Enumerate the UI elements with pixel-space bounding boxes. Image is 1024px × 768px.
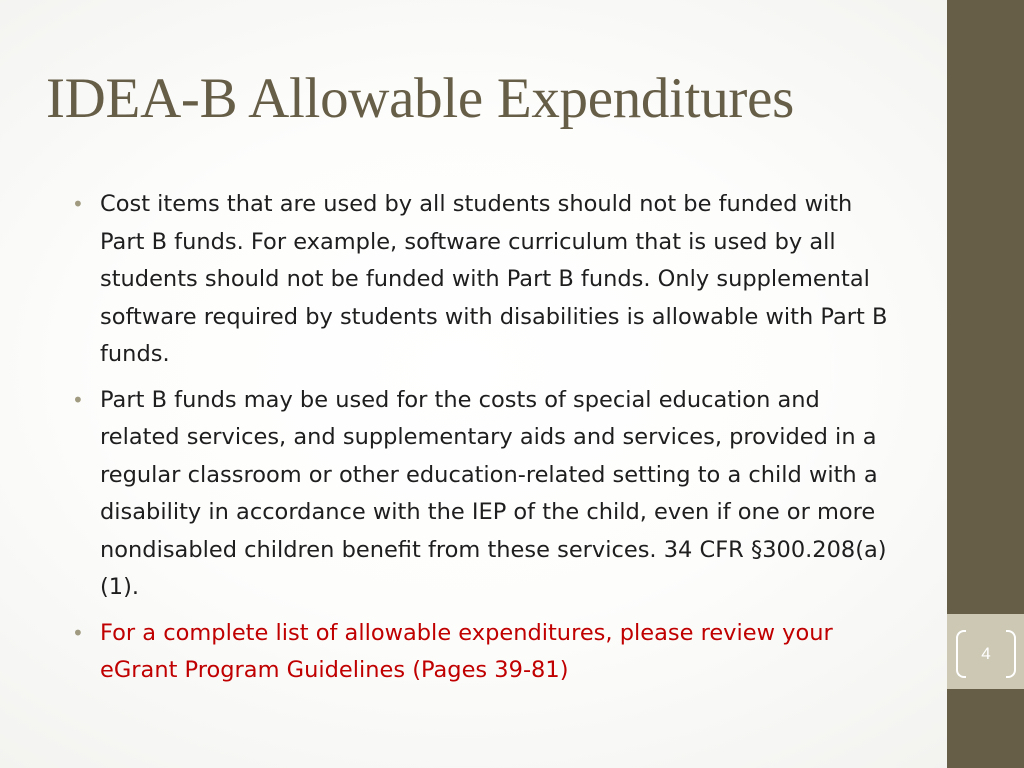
bullet-list — [72, 186, 902, 698]
bullet-dot-icon: • — [72, 387, 84, 412]
bullet-item-part-b-funds — [72, 382, 902, 607]
bullet-text: Part B funds may be used for the costs of special education and related services, and supplementary aids and services, provided in a regular classroom or other education-related setting to a child with a disability in accordance with the IEP of the child, even if one or more nondisabled children benefit from these services. 34 CFR §300.208(a)(1). — [100, 386, 887, 600]
bullet-dot-icon: • — [72, 620, 84, 645]
bullet-item-cost-items — [72, 186, 902, 374]
page-number-badge — [956, 630, 1016, 678]
bullet-item-complete-list — [72, 615, 902, 690]
bullet-dot-icon: • — [72, 192, 84, 216]
slide-title: IDEA-B Allowable Expenditures — [46, 67, 794, 130]
bullet-text: Cost items that are used by all students should not be funded with Part B funds. For example, software curriculum that is used by all students should not be funded with Part B funds. Only supplemental software required by students with disabilities is allowable with Part B funds. — [100, 191, 888, 367]
page-number: 4 — [981, 644, 991, 663]
bullet-text: For a complete list of allowable expenditures, please review your eGrant Program Guidelines (Pages 39-81) — [100, 619, 833, 683]
